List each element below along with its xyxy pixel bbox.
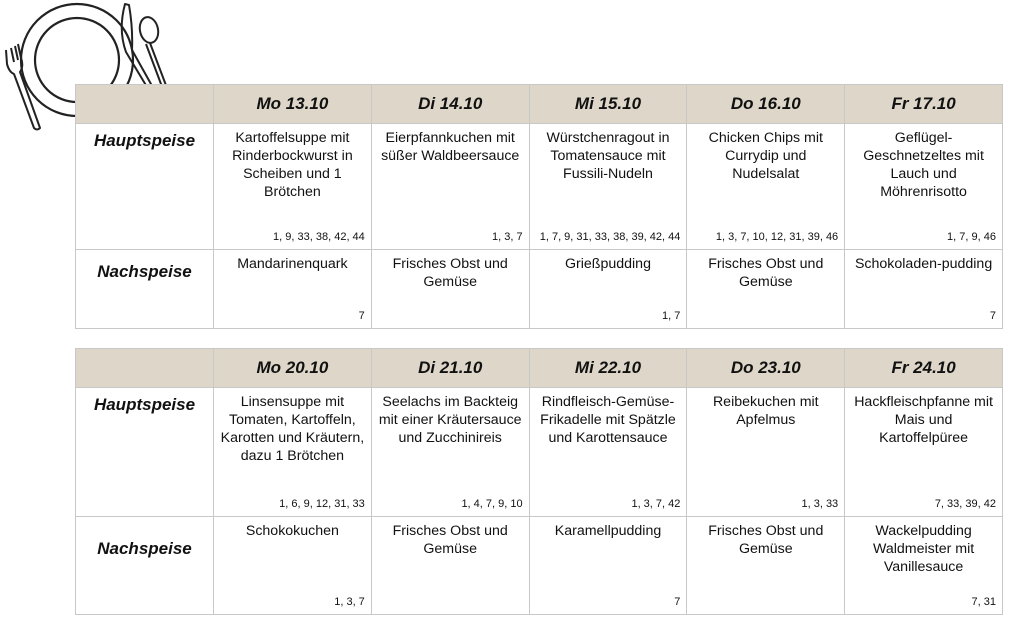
- table-header-row: [76, 349, 1003, 388]
- menu-cell: [845, 388, 1003, 517]
- main-course-row: [76, 124, 1003, 250]
- menu-cell: [687, 517, 845, 615]
- dish-name: Reibekuchen mit Apfelmus: [712, 394, 819, 428]
- dish-name: Frisches Obst und Gemüse: [708, 523, 824, 557]
- menu-cell: [687, 388, 845, 517]
- header-corner: [76, 349, 214, 388]
- dessert-label: Nachspeise: [97, 539, 192, 558]
- menu-cell: [371, 388, 529, 517]
- main-course-label-cell: [76, 388, 214, 517]
- dish-name: Frisches Obst und Gemüse: [708, 256, 824, 290]
- menu-cell: [687, 250, 845, 329]
- menu-cell: [529, 517, 687, 615]
- menu-cell: [214, 388, 372, 517]
- header-corner: [76, 85, 214, 124]
- dish-name: Hackfleischpfanne mit Mais und Kartoffelpüree: [854, 394, 993, 446]
- dessert-label: Nachspeise: [97, 262, 192, 281]
- allergen-codes: 1, 7, 9, 46: [947, 231, 996, 243]
- dish-name: Eierpfannkuchen mit süßer Waldbeersauce: [381, 130, 520, 164]
- dish-name: Mandarinenquark: [237, 256, 348, 272]
- allergen-codes: 7: [989, 310, 996, 322]
- menu-cell: [214, 124, 372, 250]
- menu-cell: [371, 250, 529, 329]
- menu-table-week-2: [75, 348, 1003, 615]
- table-header-row: [76, 85, 1003, 124]
- dish-name: Karamellpudding: [554, 523, 662, 539]
- menu-cell: [371, 517, 529, 615]
- dish-name: Linsensuppe mit Tomaten, Kartoffeln, Karotten und Kräutern, dazu 1 Brötchen: [220, 394, 365, 464]
- allergen-codes: 1, 3, 7, 42: [631, 498, 681, 510]
- day-header: Mi 22.10: [529, 349, 687, 388]
- menu-cell: [529, 388, 687, 517]
- dish-name: Geflügel-Geschnetzeltes mit Lauch und Möhrenrisotto: [863, 130, 984, 200]
- dessert-label-cell: [76, 250, 214, 329]
- dish-name: Chicken Chips mit Currydip und Nudelsalat: [708, 130, 823, 182]
- dish-name: Seelachs im Backteig mit einer Kräutersauce und Zucchinireis: [378, 394, 522, 446]
- dessert-row: [76, 517, 1003, 615]
- menu-table-week-1: [75, 84, 1003, 329]
- dish-name: Grießpudding: [565, 256, 651, 272]
- day-header: Di 14.10: [371, 85, 529, 124]
- allergen-codes: 1, 3, 33: [801, 498, 839, 510]
- day-header: Do 16.10: [687, 85, 845, 124]
- day-header: Di 21.10: [371, 349, 529, 388]
- allergen-codes: 7, 31: [971, 596, 996, 608]
- menu-cell: [371, 124, 529, 250]
- main-course-row: [76, 388, 1003, 517]
- dessert-label-cell: [76, 517, 214, 615]
- main-course-label: Hauptspeise: [93, 131, 196, 150]
- day-header: Fr 17.10: [845, 85, 1003, 124]
- dish-name: Frisches Obst und Gemüse: [392, 256, 508, 290]
- allergen-codes: 7: [358, 310, 365, 322]
- day-header: Mo 13.10: [214, 85, 372, 124]
- menu-cell: [529, 250, 687, 329]
- day-header: Do 23.10: [687, 349, 845, 388]
- allergen-codes: 7, 33, 39, 42: [934, 498, 996, 510]
- day-header: Fr 24.10: [845, 349, 1003, 388]
- dish-name: Schokoladen-pudding: [854, 256, 993, 272]
- dish-name: Kartoffelsuppe mit Rinderbockwurst in Scheiben und 1 Brötchen: [232, 130, 353, 200]
- menu-cell: [845, 250, 1003, 329]
- menu-cell: [214, 250, 372, 329]
- day-header: Mi 15.10: [529, 85, 687, 124]
- menu-cell: [845, 517, 1003, 615]
- dessert-row: [76, 250, 1003, 329]
- allergen-codes: 1, 9, 33, 38, 42, 44: [273, 231, 365, 243]
- allergen-codes: 7: [674, 596, 681, 608]
- menu-cell: [845, 124, 1003, 250]
- dish-name: Wackelpudding Waldmeister mit Vanillesauce: [873, 523, 975, 575]
- allergen-codes: 1, 3, 7: [492, 231, 523, 243]
- day-header: Mo 20.10: [214, 349, 372, 388]
- dish-name: Würstchenragout in Tomatensauce mit Fussili-Nudeln: [546, 130, 670, 182]
- main-course-label: Hauptspeise: [93, 395, 196, 414]
- menu-cell: [529, 124, 687, 250]
- main-course-label-cell: [76, 124, 214, 250]
- allergen-codes: 1, 6, 9, 12, 31, 33: [279, 498, 365, 510]
- dish-name: Rindfleisch-Gemüse-Frikadelle mit Spätzle und Karottensauce: [540, 394, 676, 446]
- allergen-codes: 1, 7, 9, 31, 33, 38, 39, 42, 44: [539, 231, 681, 243]
- menu-cell: [214, 517, 372, 615]
- allergen-codes: 1, 7: [662, 310, 681, 322]
- allergen-codes: 1, 4, 7, 9, 10: [461, 498, 523, 510]
- menu-cell: [687, 124, 845, 250]
- allergen-codes: 1, 3, 7: [334, 596, 365, 608]
- allergen-codes: 1, 3, 7, 10, 12, 31, 39, 46: [715, 231, 839, 243]
- dish-name: Schokokuchen: [245, 523, 339, 539]
- dish-name: Frisches Obst und Gemüse: [392, 523, 508, 557]
